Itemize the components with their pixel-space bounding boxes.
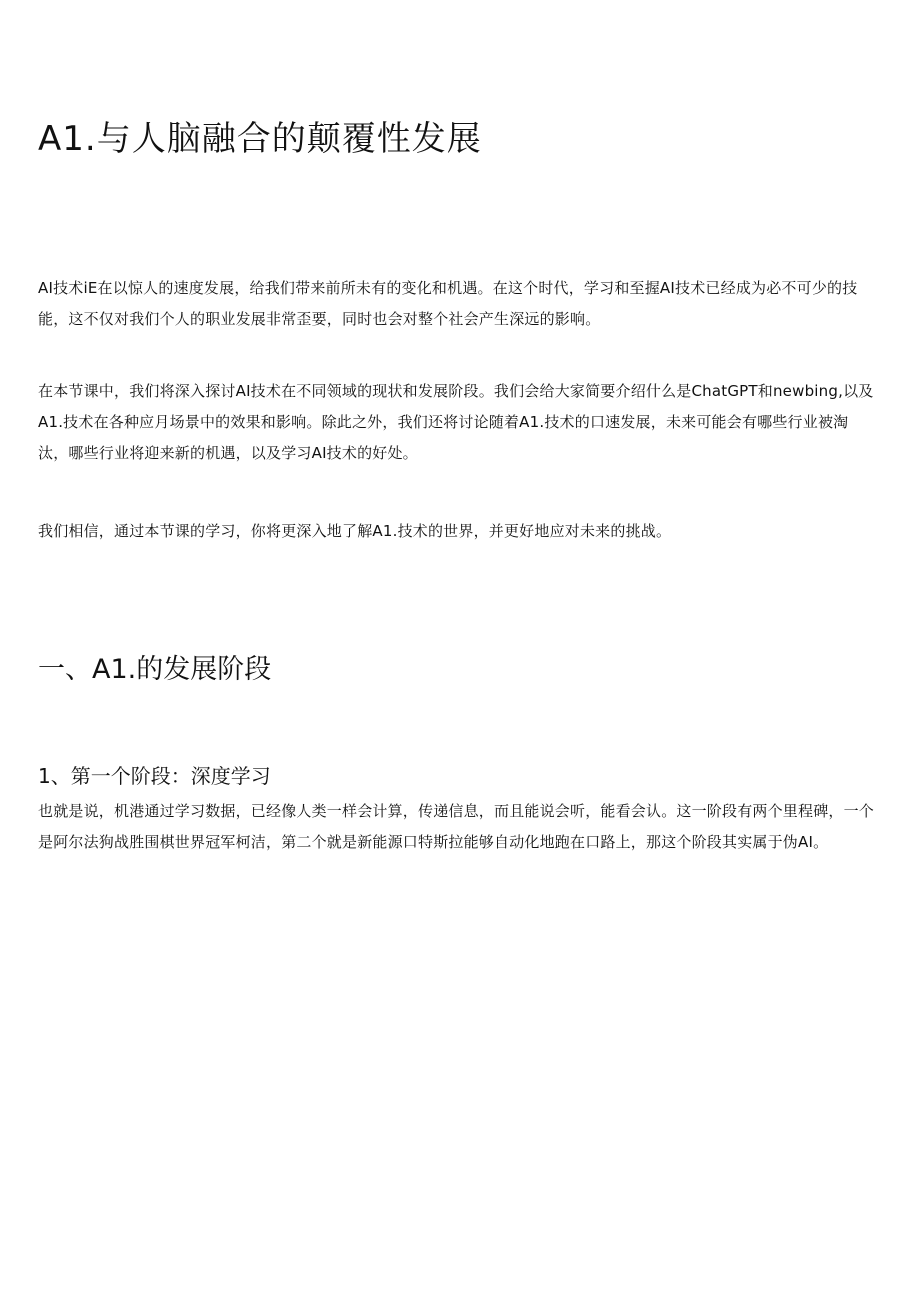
section-heading: 一、A1.的发展阶段	[38, 654, 272, 685]
subsection-heading: 1、第一个阶段：深度学习	[38, 764, 271, 788]
subsection-paragraph: 也就是说，机港通过学习数据，已经像人类一样会计算，传递信息，而且能说会听，能看会认。这一阶段有两个里程碑，一个是阿尔法狗战胜围棋世界冠军柯洁，第二个就是新能源口特斯拉能够自动化地跑在口路上，那这个阶段其实属于伪AI。	[38, 802, 875, 851]
intro-paragraph-2: 在本节课中，我们将深入探讨AI技术在不同领域的现状和发展阶段。我们会给大家简要介绍什么是ChatGPT和newbing,以及A1.技术在各种应月场景中的效果和影响。除此之外，我们还将讨论随着A1.技术的口速发展，未来可能会有哪些行业被淘汰，哪些行业将迎来新的机遇，以及学习AI技术的好处。	[38, 382, 874, 462]
intro-paragraph-3: 我们相信，通过本节课的学习，你将更深入地了解A1.技术的世界，并更好地应对未来的挑战。	[38, 522, 672, 540]
intro-paragraph-1: AI技术iE在以惊人的速度发展，给我们带来前所未有的变化和机遇。在这个时代，学习和至握AI技术已经成为必不可少的技能，这不仅对我们个人的职业发展非常歪要，同时也会对整个社会产生深远的影响。	[38, 279, 858, 328]
document-title: A1.与人脑融合的颠覆性发展	[38, 119, 482, 159]
